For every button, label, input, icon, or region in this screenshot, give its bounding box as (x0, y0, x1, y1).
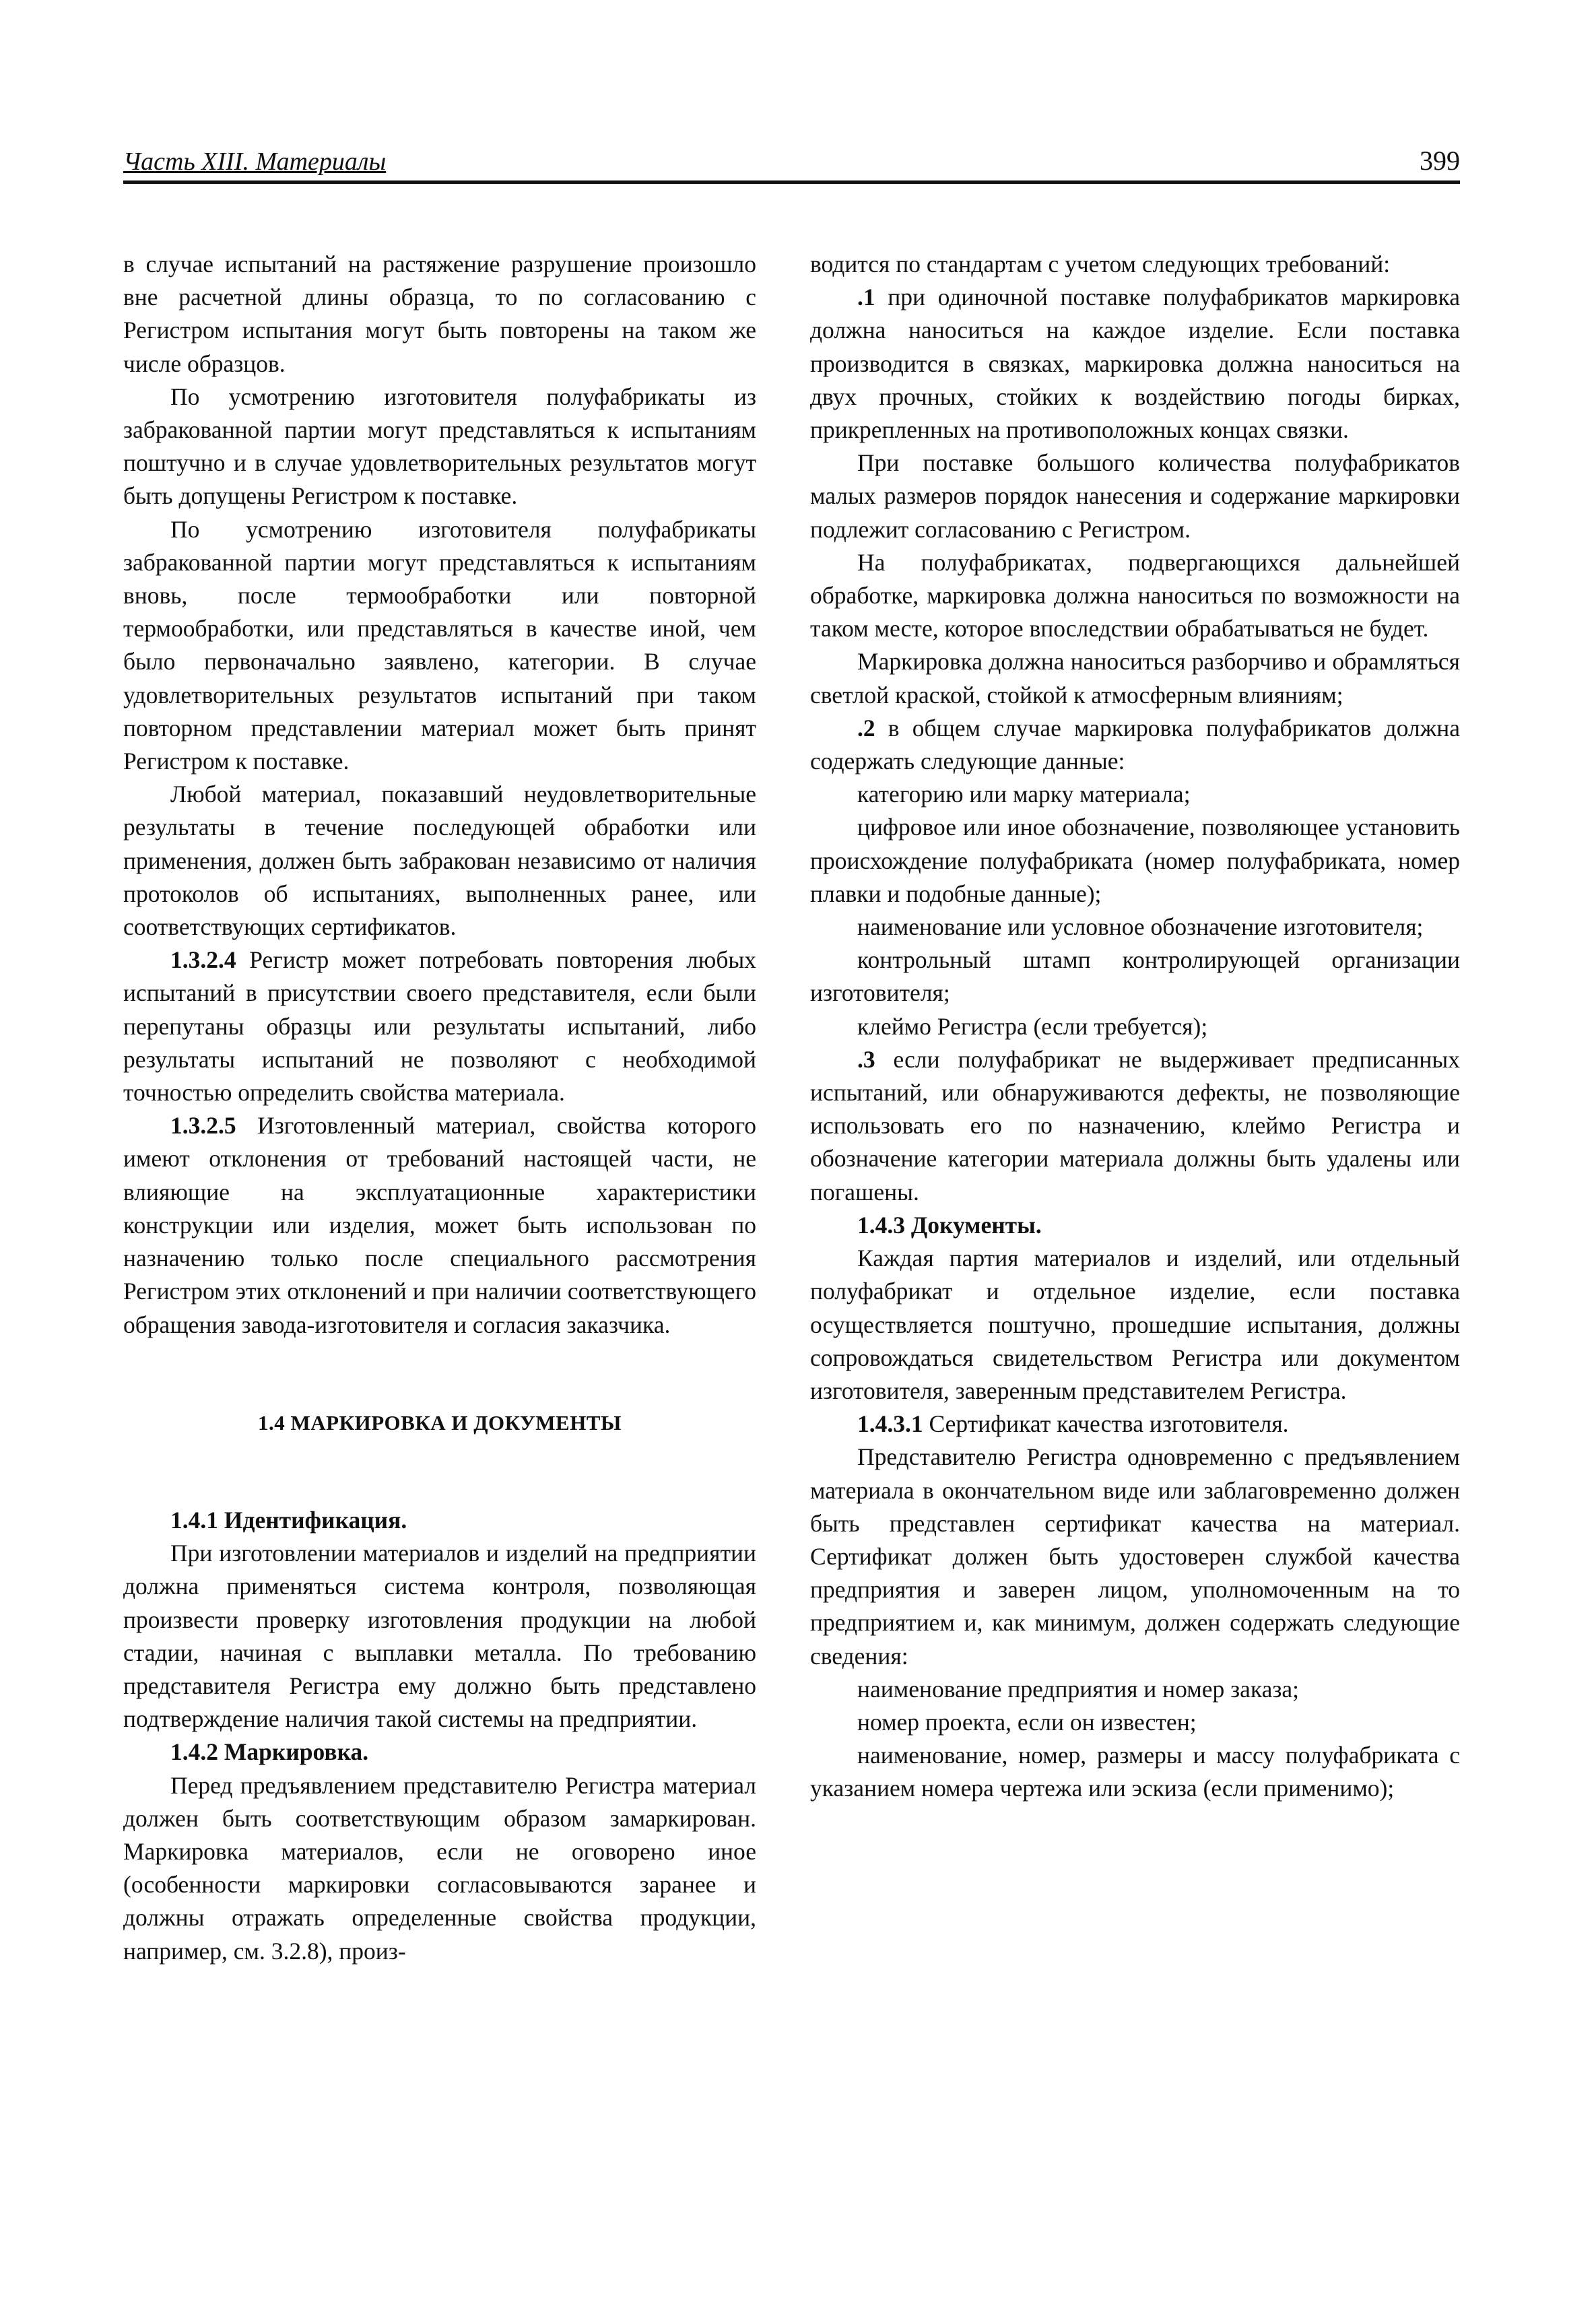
paragraph: наименование предприятия и номер заказа; (857, 1675, 1299, 1703)
paragraph: Любой материал, показавший неудовлетворительные результаты в течение последующей обработки или применения, должен быть забракован независимо от наличия протоколов об испытаниях, выполненных ранее, или соответствующих сертификатов. (123, 781, 756, 941)
header-title: Часть XIII. Материалы (123, 147, 387, 176)
paragraph: наименование или условное обозначение изготовителя; (857, 913, 1424, 941)
subsection-heading-1-4-3: 1.4.3 Документы. (857, 1211, 1042, 1239)
list-item-2 (810, 712, 1460, 778)
paragraph: Перед предъявлением представителю Регистра материал должен быть соответствующим образом замаркирован. Маркировка материалов, если не оговорено иное (особенности маркировки согласовываются заранее и должны отражать определенные свойства продукции, например, см. 3.2.8), произ- (123, 1771, 756, 1965)
item-text: при одиночной поставке полуфабрикатов маркировка должна наноситься на каждое изделие. Если поставка производится в связках, маркировка должна наноситься на двух прочных, стойких к воздействию погоды бирках, прикрепленных на противоположных концах связки. (810, 284, 1460, 444)
clause-number: 1.3.2.5 (170, 1112, 236, 1140)
item-text: если полуфабрикат не выдерживает предписанных испытаний, или обнаруживаются дефекты, не позволяющие использовать его по назначению, клеймо Регистра и обозначение категории материала должны быть удалены или погашены. (810, 1045, 1460, 1206)
clause-text: Регистр может потребовать повторения любых испытаний в присутствии своего представителя, если были перепутаны образцы или результаты испытаний, либо результаты испытаний не позволяют с необходимой точностью определить свойства материала. (123, 946, 756, 1107)
paragraph: номер проекта, если он известен; (857, 1708, 1197, 1736)
paragraph: контрольный штамп контролирующей организации изготовителя; (810, 946, 1460, 1007)
clause-text: Сертификат качества изготовителя. (923, 1410, 1289, 1438)
clause-text: Изготовленный материал, свойства которого имеют отклонения от требований настоящей части, не влияющие на эксплуатационные характеристики конструкции или изделия, может быть использован по назначению только после специального рассмотрения Регистром этих отклонений и при наличии соответствующего обращения завода-изготовителя и согласия заказчика. (123, 1112, 756, 1338)
paragraph: категорию или марку материала; (857, 781, 1191, 808)
right-column (810, 248, 1460, 1806)
paragraph: цифровое или иное обозначение, позволяющее установить происхождение полуфабриката (номер полуфабриката, номер плавки и подобные данные); (810, 814, 1460, 907)
item-number: .3 (857, 1045, 875, 1073)
clause-number: 1.3.2.4 (170, 946, 236, 974)
list-item-3 (810, 1043, 1460, 1209)
item-number: .2 (857, 714, 875, 742)
paragraph: При поставке большого количества полуфабрикатов малых размеров порядок нанесения и содержание маркировки подлежит согласованию с Регистром. (810, 449, 1460, 543)
paragraph: При изготовлении материалов и изделий на предприятии должна применяться система контроля, позволяющая произвести проверку изготовления продукции на любой стадии, начиная с выплавки металла. По требованию представителя Регистра ему должно быть представлено подтверждение наличия такой системы на предприятии. (123, 1540, 756, 1733)
page-number: 399 (1420, 145, 1460, 176)
paragraph: Каждая партия материалов и изделий, или отдельный полуфабрикат и отдельное изделие, если поставка осуществляется поштучно, прошедшие испытания, должны сопровождаться свидетельством Регистра или документом изготовителя, заверенным представителем Регистра. (810, 1245, 1460, 1404)
item-text: в общем случае маркировка полуфабрикатов должна содержать следующие данные: (810, 714, 1460, 775)
paragraph: Представителю Регистра одновременно с предъявлением материала в окончательном виде или заблаговременно должен быть представлен сертификат качества на материал. Сертификат должен быть удостоверен службой качества предприятия и заверен лицом, уполномоченным на то предприятием и, как минимум, должен содержать следующие сведения: (810, 1443, 1460, 1670)
paragraph: клеймо Регистра (если требуется); (857, 1012, 1208, 1040)
clause-number: 1.4.3.1 (857, 1410, 923, 1438)
section-heading: 1.4 МАРКИРОВКА И ДОКУМЕНТЫ (258, 1410, 622, 1435)
paragraph: По усмотрению изготовителя полуфабрикаты забракованной партии могут представляться к испытаниям вновь, после термообработки или повторной термообработки, или представляться в качестве иной, чем было первоначально заявлено, категории. В случае удовлетворительных результатов испытаний при таком повторном представлении материал может быть принят Регистром к поставке. (123, 515, 756, 775)
paragraph-1-3-2-5 (123, 1109, 756, 1341)
paragraph: Маркировка должна наноситься разборчиво и обрамляться светлой краской, стойкой к атмосферным влияниям; (810, 648, 1460, 709)
paragraph: наименование, номер, размеры и массу полуфабриката с указанием номера чертежа или эскиза (если применимо); (810, 1742, 1460, 1802)
paragraph: На полуфабрикатах, подвергающихся дальнейшей обработке, маркировка должна наноситься по возможности на таком месте, которое впоследствии обрабатываться не будет. (810, 548, 1460, 643)
subsection-heading-1-4-2: 1.4.2 Маркировка. (170, 1738, 369, 1766)
left-column (123, 248, 756, 1968)
paragraph-1-3-2-4 (123, 944, 756, 1109)
item-number: .1 (857, 284, 875, 311)
paragraph: водится по стандартам с учетом следующих требований: (810, 251, 1391, 277)
paragraph: По усмотрению изготовителя полуфабрикаты из забракованной партии могут представляться к испытаниям поштучно и в случае удовлетворительных результатов могут быть допущены Регистром к поставке. (123, 383, 756, 510)
paragraph: в случае испытаний на растяжение разрушение произошло вне расчетной длины образца, то по согласованию с Регистром испытания могут быть повторены на таком же числе образцов. (123, 251, 756, 377)
list-item-1 (810, 281, 1460, 447)
running-header (123, 133, 1460, 184)
subsection-heading-1-4-1: 1.4.1 Идентификация. (170, 1506, 407, 1534)
paragraph-1-4-3-1 (810, 1408, 1460, 1441)
